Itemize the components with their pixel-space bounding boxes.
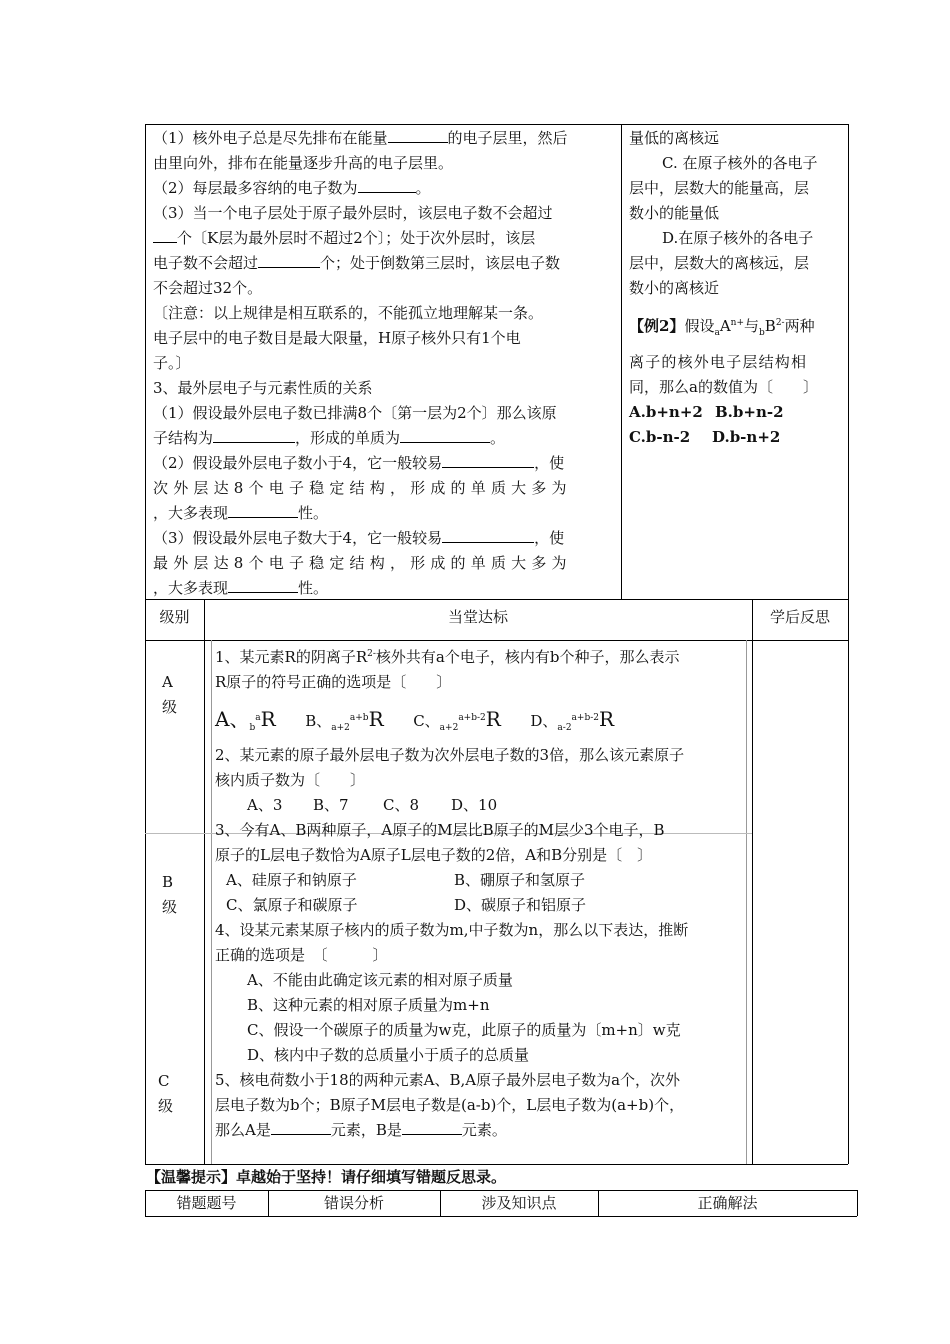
level-b-suffix: 级 — [162, 898, 178, 916]
header-level: 级别 — [159, 608, 190, 626]
text-line: 子结构为 ，形成的单质为 。 — [153, 429, 506, 447]
text-line: 层中，层数大的能量高，层 — [629, 179, 810, 197]
text-line: （3）当一个电子层处于原子最外层时，该层电子数不会超过 — [153, 204, 553, 222]
question-1-line2: R原子的符号正确的选项是〔 〕 — [215, 673, 452, 691]
question-3: 3、今有A、B两种原子，A原子的M层比B原子的M层少3个电子，B — [215, 821, 665, 839]
question-3-option-b: B、硼原子和氢原子 — [454, 871, 586, 889]
text-line: 离子的核外电子层结构相 — [629, 353, 808, 371]
text-line: 由里向外，排布在能量逐步升高的电子层里。 — [153, 154, 454, 172]
text-line: 同，那么a的数值为〔 〕 — [629, 378, 818, 396]
warm-tip: 【温馨提示】卓越始于坚持！请仔细填写错题反思录。 — [146, 1168, 507, 1186]
text-line: 最外层达8个电子稳定结构，形成的单质大多为 — [153, 554, 572, 572]
option-c: C.b-n-2 — [629, 428, 691, 446]
text-line: 个〔K层为最外层时不超过2个〕；处于次外层时，该层 — [153, 226, 535, 251]
level-a: A — [162, 673, 173, 691]
question-4-option-d: D、核内中子数的总质量小于质子的总质量 — [247, 1046, 530, 1064]
question-1-options: A、$_b^a$R B、$_{a+2}^{a+b}$R C、$_{a+2}^{a+b-2}$R D、$_{a-2}^{a+b-2}$R — [215, 707, 615, 733]
option-b: B.b+n-2 — [715, 403, 784, 421]
question-4-line2: 正确的选项是 〔 〕 — [215, 946, 388, 964]
text-line: ，大多表现 性。 — [153, 579, 329, 597]
question-5-line3: 那么A是 元素，B是 元素。 — [215, 1121, 507, 1139]
level-c: C — [158, 1072, 170, 1090]
question-2-option-c: C、8 — [383, 796, 420, 814]
error-header-knowledge: 涉及知识点 — [481, 1194, 557, 1212]
text-line: 电子层中的电子数目是最大限量，H原子核外只有1个电 — [153, 329, 521, 347]
text-line: 〔注意：以上规律是相互联系的，不能孤立地理解某一条。 — [153, 304, 544, 322]
question-4-option-a: A、不能由此确定该元素的相对原子质量 — [247, 971, 513, 989]
text-line: 量低的离核远 — [629, 129, 720, 147]
text-line: 电子数不会超过 个；处于倒数第三层时，该层电子数 — [153, 254, 561, 272]
question-5-line2: 层电子数为b个；B原子M层电子数是(a-b)个，L层电子数为(a+b)个， — [215, 1096, 685, 1114]
text-line: 次外层达8个电子稳定结构，形成的单质大多为 — [153, 479, 572, 497]
question-2: 2、某元素的原子最外层电子数为次外层电子数的3倍，那么该元素原子 — [215, 746, 685, 764]
option-a: A.b+n+2 — [629, 403, 703, 421]
question-2-option-a: A、3 — [247, 796, 283, 814]
option-c: C. 在原子核外的各电子 — [662, 154, 818, 172]
section-heading: 3、最外层电子与元素性质的关系 — [153, 379, 373, 397]
question-3-option-d: D、碳原子和铝原子 — [454, 896, 587, 914]
error-header-analysis: 错误分析 — [323, 1194, 384, 1212]
question-3-option-c: C、氯原子和碳原子 — [226, 896, 358, 914]
question-4: 4、设某元素某原子核内的质子数为m,中子数为n，那么以下表达，推断 — [215, 921, 689, 939]
text-line: 数小的能量低 — [629, 204, 720, 222]
level-b: B — [162, 873, 174, 891]
question-4-option-b: B、这种元素的相对原子质量为m+n — [247, 996, 490, 1014]
header-practice: 当堂达标 — [447, 608, 508, 626]
error-header-number: 错题题号 — [176, 1194, 237, 1212]
text-line: （3）假设最外层电子数大于4，它一般较易 ，使 — [153, 529, 565, 547]
question-2-line2: 核内质子数为〔 〕 — [215, 771, 366, 789]
question-5: 5、核电荷数小于18的两种元素A、B,A原子最外层电子数为a个，次外 — [215, 1071, 681, 1089]
question-4-option-c: C、假设一个碳原子的质量为w克，此原子的质量为〔m+n〕w克 — [247, 1021, 681, 1039]
question-1: 1、某元素R的阴离子$R^{2-}$核外共有a个电子，核内有b个种子，那么表示 — [215, 648, 680, 666]
text-line: （2）假设最外层电子数小于4，它一般较易 ，使 — [153, 454, 565, 472]
text-line: （2）每层最多容纳的电子数为 。 — [153, 179, 431, 197]
level-c-suffix: 级 — [158, 1097, 174, 1115]
level-a-suffix: 级 — [162, 698, 178, 716]
example-2-title: 【例2】假设$_aA^{n+}$与$_bB^{2-}$两种 — [629, 317, 815, 338]
text-line: 不会超过32个。 — [153, 279, 263, 297]
text-line: ，大多表现 性。 — [153, 504, 329, 522]
question-2-option-b: B、7 — [313, 796, 349, 814]
question-2-option-d: D、10 — [451, 796, 498, 814]
question-3-line2: 原子的L层电子数恰为A原子L层电子数的2倍，A和B分别是〔 〕 — [215, 846, 653, 864]
text-line: 数小的离核近 — [629, 279, 720, 297]
error-header-solution: 正确解法 — [697, 1194, 758, 1212]
option-d: D.在原子核外的各电子 — [662, 229, 814, 247]
header-reflection: 学后反思 — [769, 608, 830, 626]
text-line: 子。〕 — [153, 354, 191, 372]
text-line: （1）核外电子总是尽先排布在能量 的电子层里，然后 — [153, 129, 568, 147]
option-d: D.b-n+2 — [712, 428, 781, 446]
text-line: 层中，层数大的离核远，层 — [629, 254, 810, 272]
question-3-option-a: A、硅原子和钠原子 — [226, 871, 357, 889]
text-line: （1）假设最外层电子数已排满8个〔第一层为2个〕那么该原 — [153, 404, 557, 422]
